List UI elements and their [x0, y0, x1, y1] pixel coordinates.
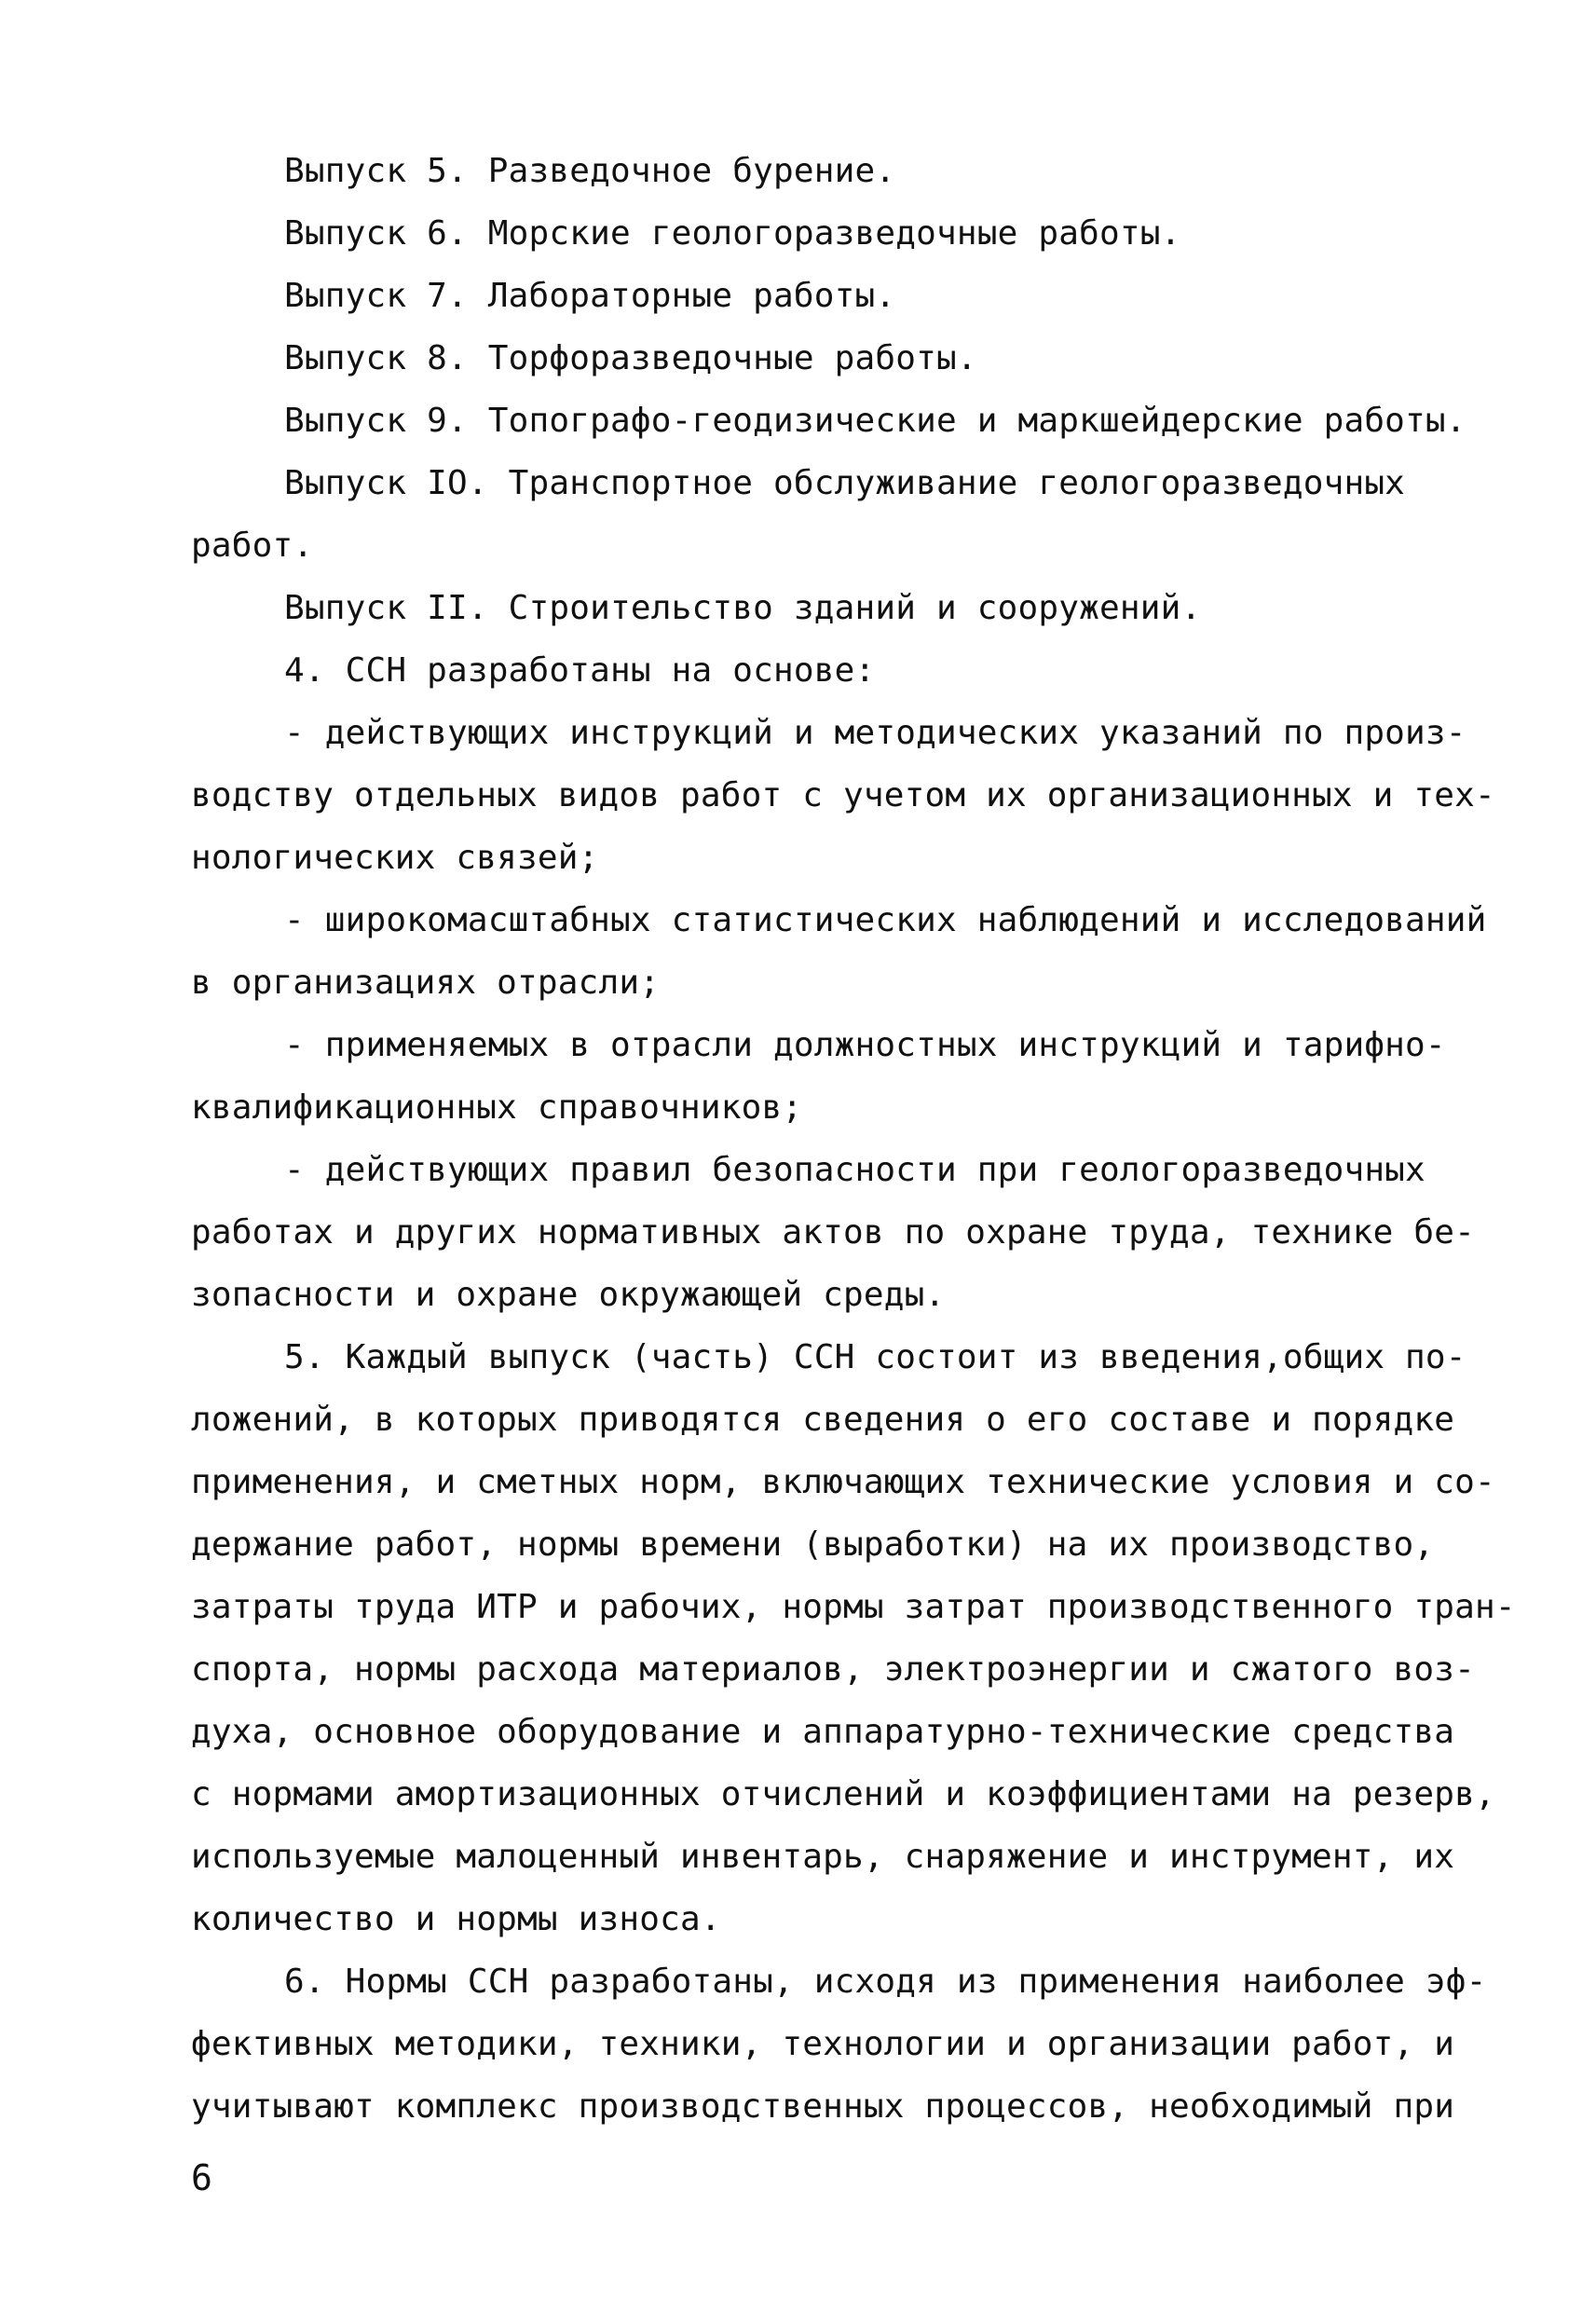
text-line: Выпуск IO. Транспортное обслуживание геологоразведочных — [284, 464, 1406, 502]
text-line: квалификационных справочников; — [191, 1088, 803, 1127]
text-line: духа, основное оборудование и аппаратурно-технические средства — [191, 1713, 1455, 1751]
text-line: затраты труда ИТР и рабочих, нормы затрат производственного тран- — [191, 1588, 1516, 1626]
page-number: 6 — [191, 2157, 212, 2198]
text-line: держание работ, нормы времени (выработки) на их производство, — [191, 1525, 1435, 1564]
text-line: с нормами амортизационных отчислений и коэффициентами на резерв, — [191, 1775, 1495, 1813]
text-line: Выпуск 9. Топографо-геодизические и маркшейдерские работы. — [284, 402, 1466, 440]
text-line: в организациях отрасли; — [191, 964, 661, 1002]
text-line: - действующих правил безопасности при геологоразведочных — [284, 1151, 1425, 1189]
text-line: зопасности и охране окружающей среды. — [191, 1276, 946, 1314]
text-line: 6. Нормы ССН разработаны, исходя из применения наиболее эф- — [284, 1963, 1487, 2001]
text-line: водству отдельных видов работ с учетом их организационных и тех- — [191, 776, 1495, 814]
text-line: спорта, нормы расхода материалов, электроэнергии и сжатого воз- — [191, 1650, 1476, 1689]
text-line: Выпуск 5. Разведочное бурение. — [284, 152, 896, 190]
text-line: 5. Каждый выпуск (часть) ССН состоит из введения,общих по- — [284, 1338, 1466, 1376]
text-line: Выпуск II. Строительство зданий и сооружений. — [284, 589, 1202, 627]
text-line: нологических связей; — [191, 839, 599, 877]
text-line: работ. — [191, 527, 314, 565]
text-line: Выпуск 6. Морские геологоразведочные работы. — [284, 214, 1181, 253]
text-line: - широкомасштабных статистических наблюдений и исследований — [284, 901, 1487, 939]
text-line: ложений, в которых приводятся сведения о его составе и порядке — [191, 1401, 1455, 1439]
text-line: Выпуск 7. Лабораторные работы. — [284, 277, 896, 315]
text-line: работах и других нормативных актов по охране труда, технике бе- — [191, 1213, 1476, 1252]
text-line: используемые малоценный инвентарь, снаряжение и инструмент, их — [191, 1838, 1455, 1876]
text-line: Выпуск 8. Торфоразведочные работы. — [284, 339, 977, 377]
text-line: - действующих инструкций и методических указаний по произ- — [284, 714, 1466, 752]
text-line: учитывают комплекс производственных процессов, необходимый при — [191, 2087, 1455, 2126]
text-line: 4. ССН разработаны на основе: — [284, 651, 876, 690]
text-line: применения, и сметных норм, включающих технические условия и со- — [191, 1463, 1495, 1501]
text-line: - применяемых в отрасли должностных инструкций и тарифно- — [284, 1026, 1446, 1064]
text-line: количество и нормы износа. — [191, 1900, 721, 1938]
text-line: фективных методики, техники, технологии и организации работ, и — [191, 2025, 1455, 2063]
